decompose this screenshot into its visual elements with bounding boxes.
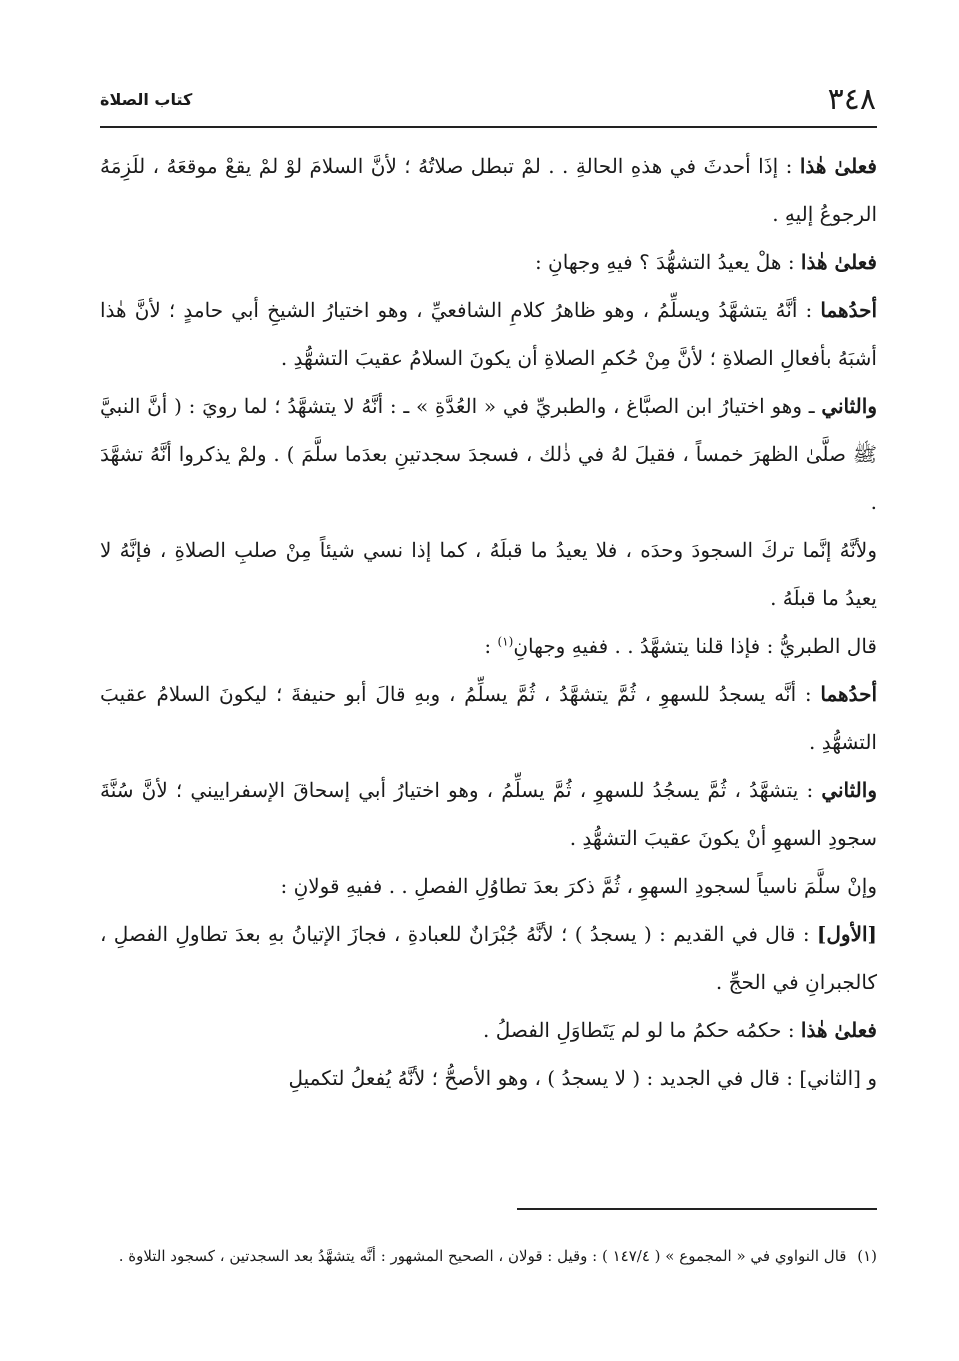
paragraph-text: : يتشهَّدُ ، ثُمَّ يسجُدُ للسهوِ ، ثُمَّ يسلِّمُ ، وهو اختيارُ أبي إسحاقَ الإسفراييني ؛ لأنَّ سُنَّةَ سجودِ السهوِ أنْ يكونَ عقيبَ التشهُّدِ . bbox=[100, 778, 877, 850]
paragraph bbox=[100, 670, 877, 766]
header-rule bbox=[100, 126, 877, 128]
paragraph-text: : أنَّهُ يتشهَّدُ ويسلِّمُ ، وهو ظاهرُ كلامِ الشافعيِّ ، وهو اختيارُ الشيخِ أبي حامدٍ ؛ لأنَّ هٰذا أشبَهُ بأفعالِ الصلاةِ ؛ لأنَّ مِنْ حُكمِ الصلاةِ أن يكونَ السلامُ عقيبَ التشهُّدِ . bbox=[100, 298, 877, 370]
paragraph bbox=[100, 526, 877, 622]
paragraph-text: و [الثاني] : قال في الجديد : ( لا يسجدُ ) ، وهو الأصحُّ ؛ لأنَّهُ يُفعلُ لتكميلِ bbox=[288, 1066, 877, 1090]
page-header bbox=[100, 78, 876, 122]
footnote-text: قال النواوي في « المجموع » ( ١٤٧/٤ ) : وقيل : قولان ، الصحيح المشهور : أنَّه يتشهَّدُ بعد السجدتين ، كسجود التلاوة . bbox=[118, 1247, 847, 1265]
paragraph-lead: فعلىٰ هٰذا bbox=[800, 250, 877, 274]
paragraph bbox=[100, 766, 877, 862]
paragraph-text: : أنَّه يسجدُ للسهوِ ، ثُمَّ يتشهَّدُ ، ثُمَّ يسلِّمُ ، وبهِ قالَ أبو حنيفةَ ؛ ليكونَ السلامُ عقيبَ التشهُّدِ . bbox=[100, 682, 877, 754]
paragraph-lead: والثاني bbox=[821, 394, 877, 418]
page-number: ٣٤٨ bbox=[827, 82, 876, 117]
paragraph bbox=[100, 286, 877, 382]
footnote-number: (١) bbox=[857, 1247, 877, 1265]
running-title: كتاب الصلاة bbox=[100, 90, 193, 109]
paragraph-lead: أحدُهما bbox=[820, 298, 878, 322]
paragraph-lead: فعلىٰ هٰذا bbox=[799, 154, 877, 178]
paragraph-lead: والثاني bbox=[821, 778, 877, 802]
paragraph-text: : قال في القديم : ( يسجدُ ) ؛ لأنَّهُ جُبْرَانٌ للعبادةِ ، فجازَ الإتيانُ بهِ بعدَ تطاولِ الفصلِ ، كالجبرانِ في الحجِّ . bbox=[100, 922, 877, 994]
paragraph-text: : هلْ يعيدُ التشهُّدَ ؟ فيهِ وجهانِ : bbox=[534, 250, 801, 274]
paragraph bbox=[100, 238, 877, 286]
footnotes bbox=[100, 1240, 877, 1272]
footnote bbox=[100, 1240, 877, 1272]
body-text bbox=[100, 142, 877, 1102]
paragraph-text: ولأنَّهُ إنَّما تركَ السجودَ وحدَه ، فلا يعيدُ ما قبلَهُ ، كما إذا نسي شيئاً مِنْ صلبِ الصلاةِ ، فإنَّهُ لا يعيدُ ما قبلَهُ . bbox=[100, 538, 877, 610]
paragraph-lead: [الأول] bbox=[816, 922, 877, 946]
paragraph bbox=[100, 910, 877, 1006]
paragraph bbox=[100, 1006, 877, 1054]
paragraph-text: : إذَا أحدثَ في هذهِ الحالةِ . . لمْ تبطل صلاتُهُ ؛ لأنَّ السلامَ لوْ لمْ يقعْ موقعَهُ ، للَزِمَهُ الرجوعُ إليهِ . bbox=[100, 154, 877, 226]
footnote-marker: (١) bbox=[497, 634, 514, 649]
paragraph bbox=[100, 382, 877, 526]
paragraph-lead: أحدُهما bbox=[820, 682, 877, 706]
paragraph-text: ـ وهو اختيارُ ابن الصبَّاغ ، والطبريِّ في « العُدَّةِ » ـ : أنَّهُ لا يتشهَّدُ ؛ لما رويَ : ( أنَّ النبيَّ ﷺ صلَّىٰ الظهرَ خمساً ، فقيلَ لهُ في ذٰلك ، فسجدَ سجدتينِ بعدَما سلَّمَ ) . ولمْ يذكروا أنَّهُ تشهَّدَ . bbox=[100, 394, 878, 514]
paragraph-lead: فعلىٰ هٰذا bbox=[800, 1018, 877, 1042]
paragraph-text: وإنْ سلَّمَ ناسياً لسجودِ السهوِ ، ثُمَّ ذكرَ بعدَ تطاوُلِ الفصلِ . . ففيهِ قولانِ : bbox=[280, 874, 877, 898]
paragraph bbox=[100, 622, 877, 670]
paragraph bbox=[100, 862, 877, 910]
paragraph bbox=[100, 1054, 877, 1102]
paragraph-text: : حكمُه حكمُ ما لو لم يَتَطاوَلِ الفصلُ . bbox=[483, 1018, 801, 1042]
paragraph-tail: : bbox=[484, 634, 498, 658]
footnote-rule bbox=[517, 1208, 877, 1210]
paragraph bbox=[100, 142, 877, 238]
paragraph-text: قال الطبريُّ : فإذا قلنا يتشهَّدُ . . ففيهِ وجهانِ bbox=[513, 634, 877, 658]
